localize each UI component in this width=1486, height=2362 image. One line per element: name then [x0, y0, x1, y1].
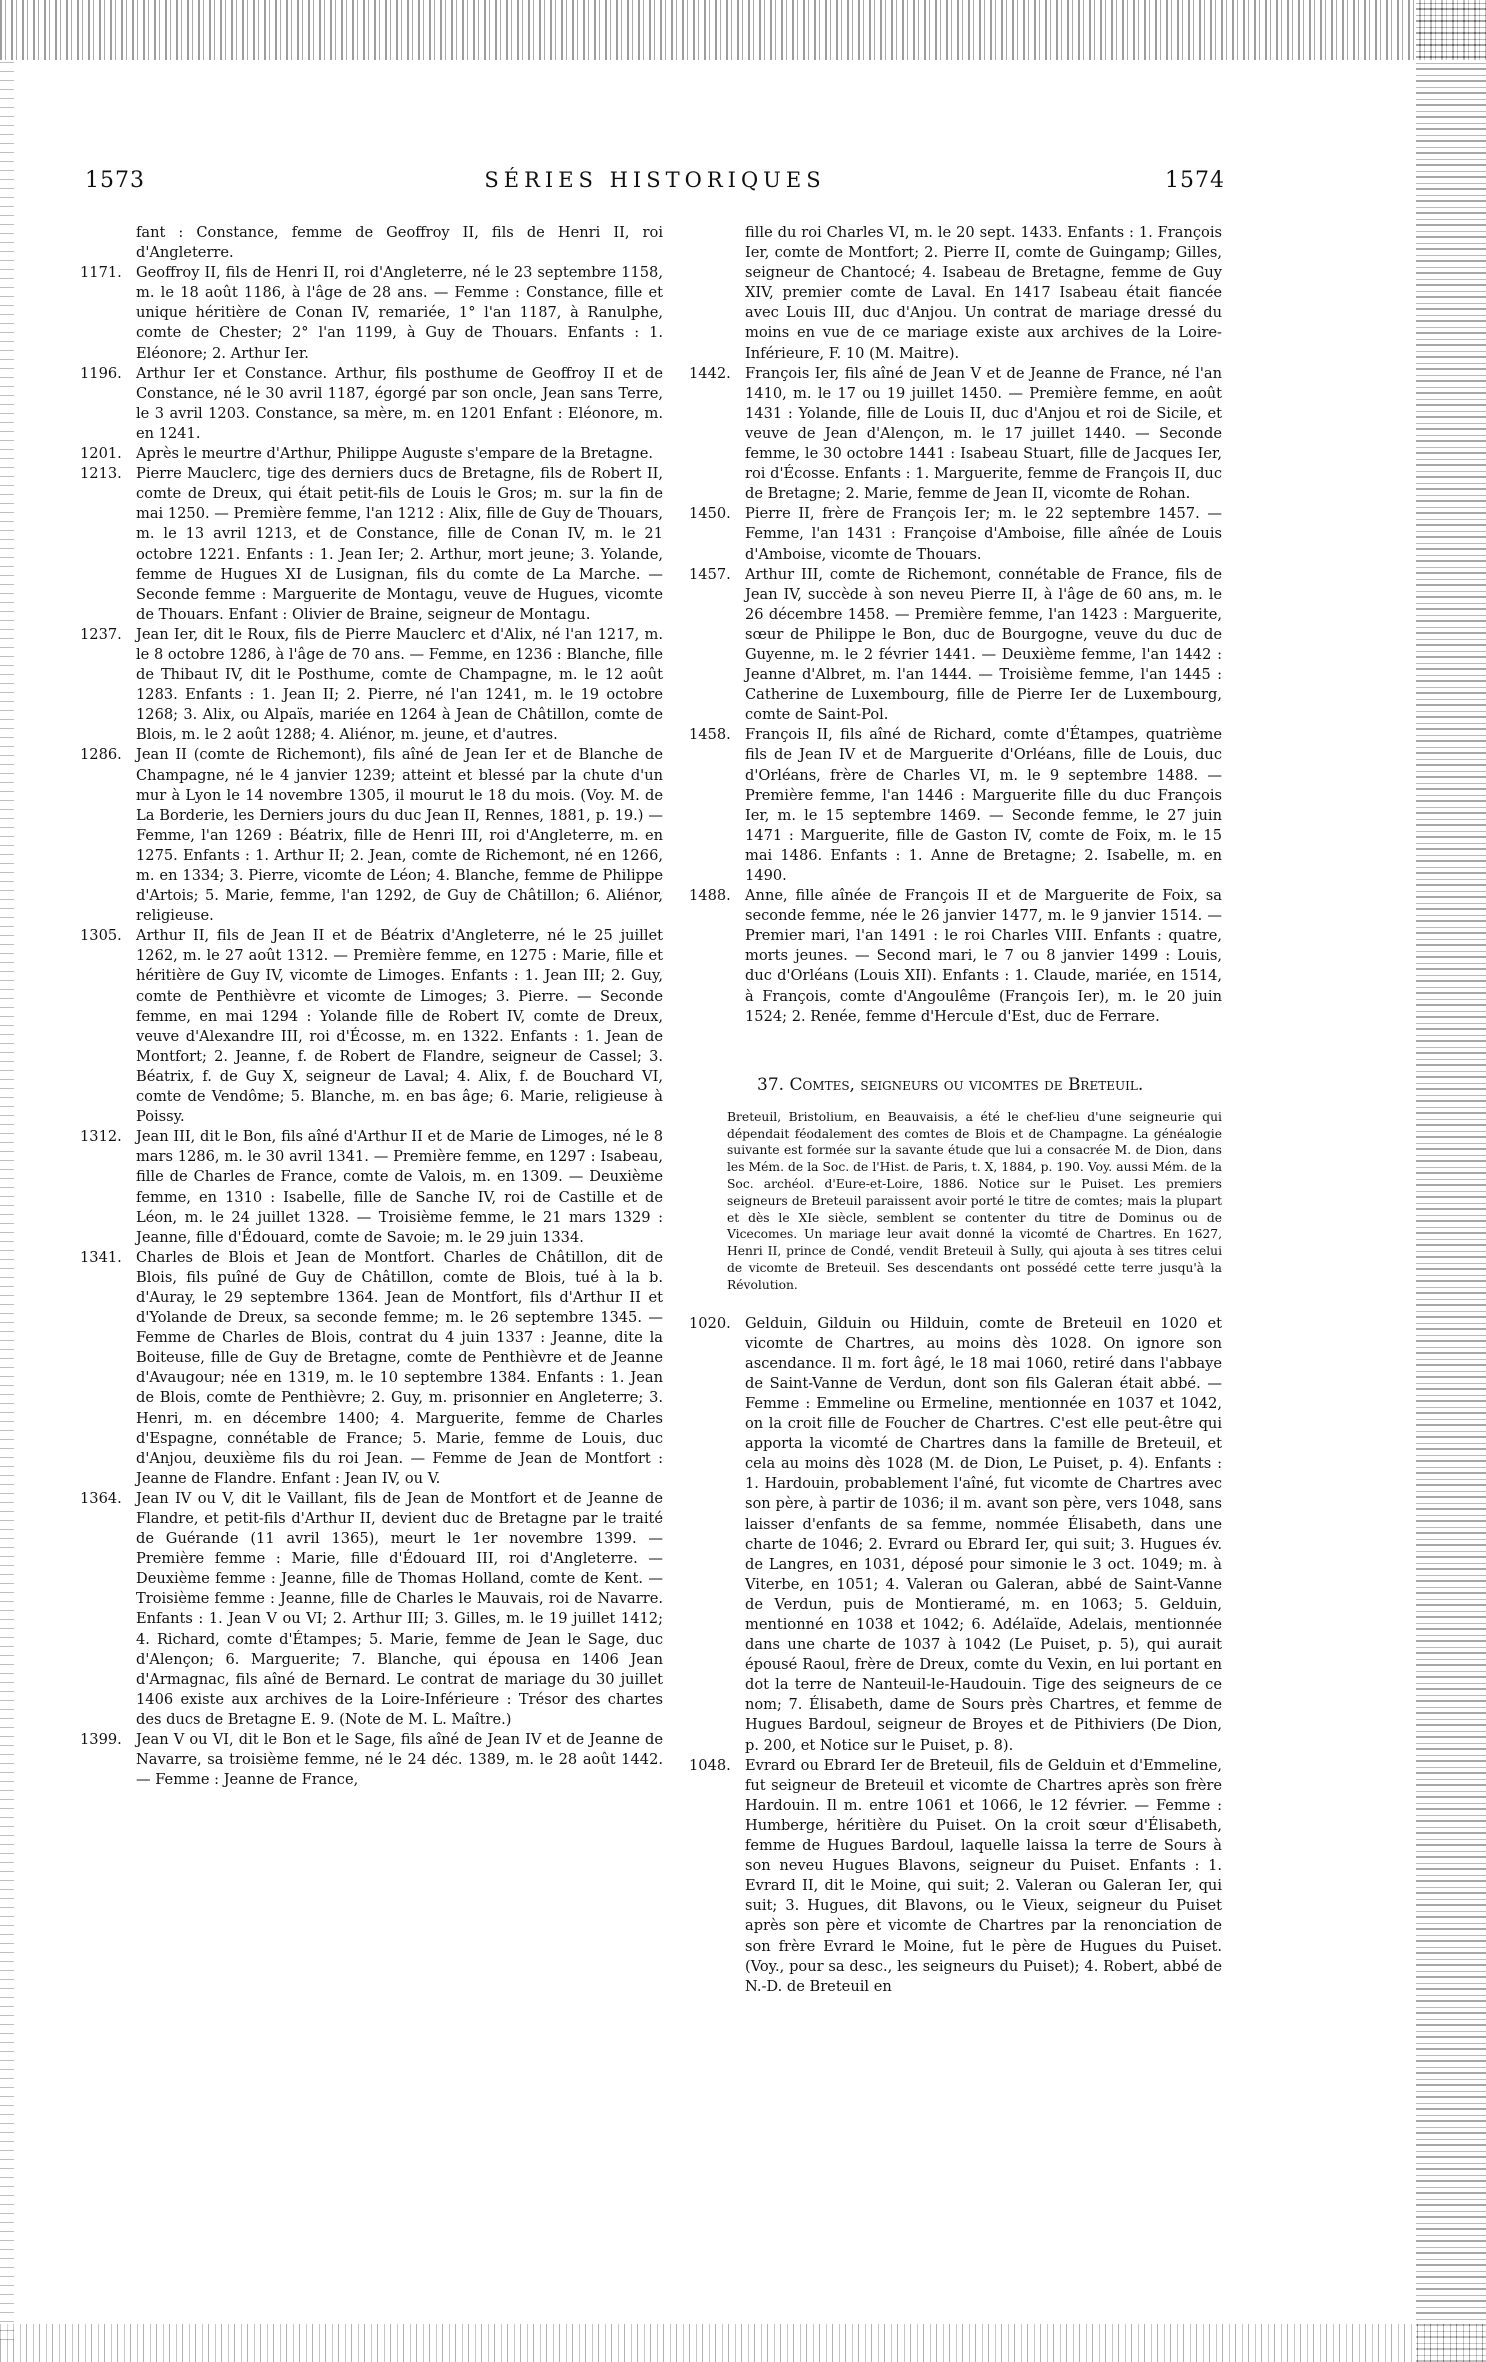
entry-year: 1312.: [80, 1128, 122, 1146]
genealogy-entry: [689, 886, 1222, 1027]
left-column: [80, 223, 663, 1790]
genealogy-entry: [80, 1730, 663, 1790]
entry-text: Geoffroy II, fils de Henri II, roi d'Angleterre, né le 23 septembre 1158, m. le 18 août 1186, à l'âge de 28 ans. — Femme : Constance, fille et unique héritière de Conan IV, remariée, 1° l'an 1187, à Ranulphe, comte de Chester; 2° l'an 1199, à Guy de Thouars. Enfants : 1. Eléonore; 2. Arthur Ier.: [136, 264, 663, 362]
entry-text: Jean Ier, dit le Roux, fils de Pierre Mauclerc et d'Alix, né l'an 1217, m. le 8 octobre 1286, à l'âge de 70 ans. — Femme, en 1236 : Blanche, fille de Thibaut IV, dit le Posthume, comte de Champagne, m. le 12 août 1283. Enfants : 1. Jean II; 2. Pierre, né l'an 1241, m. le 19 octobre 1268; 3. Alix, ou Alpaïs, mariée en 1264 à Jean de Châtillon, comte de Blois, m. le 2 août 1288; 4. Aliénor, m. jeune, et d'autres.: [136, 625, 663, 744]
entry-text: Gelduin, Gilduin ou Hilduin, comte de Breteuil en 1020 et vicomte de Chartres, au moins dès 1028. On ignore son ascendance. Il m. fort âgé, le 18 mai 1060, retiré dans l'abbaye de Saint-Vanne de Verdun, dont son fils Galeran était abbé. — Femme : Emmeline ou Ermeline, mentionnée en 1037 et 1042, on la croit fille de Foucher de Chartres. C'est elle peut-être qui apporta la vicomté de Chartres dans la famille de Breteuil, et cela au moins dès 1028 (M. de Dion, Le Puiset, p. 4). Enfants : 1. Hardouin, probablement l'aîné, fut vicomte de Chartres avec son père, à partir de 1036; il m. avant son père, vers 1048, sans laisser d'enfants de sa femme, nommée Élisabeth, dans une charte de 1046; 2. Evrard ou Ebrard Ier, qui suit; 3. Hugues év. de Langres, en 1031, déposé pour simonie le 3 oct. 1049; m. à Viterbe, en 1051; 4. Valeran ou Galeran, abbé de Saint-Vanne de Verdun, puis de Montieramé, m. en 1063; 5. Gelduin, mentionné en 1038 et 1042; 6. Adélaïde, Adelais, mentionnée dans une charte de 1037 à 1042 (Le Puiset, p. 5), qui aurait épousé Raoul, frère de Dreux, comte du Vexin, en lui portant en dot la terre de Nanteuil-le-Haudouin. Tige des seigneurs de ce nom; 7. Élisabeth, dame de Sours près Chartres, et femme de Hugues Bardoul, seigneur de Broyes et de Pithiviers (De Dion, p. 200, et Notice sur le Puiset, p. 8).: [745, 1314, 1222, 1754]
genealogy-entry: [80, 444, 663, 464]
entry-text: Après le meurtre d'Arthur, Philippe Auguste s'empare de la Bretagne.: [136, 445, 654, 463]
continuation-text: fant : Constance, femme de Geoffroy II, fils de Henri II, roi d'Angleterre.: [136, 224, 663, 262]
genealogy-entry: [80, 926, 663, 1127]
entry-year: 1450.: [689, 505, 731, 523]
genealogy-entry: [689, 504, 1222, 564]
genealogy-entry: [689, 725, 1222, 886]
genealogy-entry: [689, 1314, 1222, 1756]
entry-year: 1488.: [689, 887, 731, 905]
scan-noise-left: [0, 60, 14, 2340]
entry-text: Arthur Ier et Constance. Arthur, fils posthume de Geoffroy II et de Constance, né le 30 avril 1187, égorgé par son oncle, Jean sans Terre, le 3 avril 1203. Constance, sa mère, m. en 1201 Enfant : Eléonore, m. en 1241.: [136, 364, 663, 442]
genealogy-entry: [80, 1127, 663, 1248]
genealogy-entry: [80, 745, 663, 926]
page-number-left: 1573: [85, 168, 145, 193]
entry-year: 1020.: [689, 1314, 731, 1332]
entry-year: 1341.: [80, 1248, 122, 1266]
genealogy-entry: [80, 1248, 663, 1489]
entry-text: Anne, fille aînée de François II et de Marguerite de Foix, sa seconde femme, née le 26 janvier 1477, m. le 9 janvier 1514. — Premier mari, l'an 1491 : le roi Charles VIII. Enfants : quatre, morts jeunes. — Second mari, le 7 ou 8 janvier 1499 : Louis, duc d'Orléans (Louis XII). Enfants : 1. Claude, mariée, en 1514, à François, comte d'Angoulême (François Ier), m. le 20 juin 1524; 2. Renée, femme d'Hercule d'Est, duc de Ferrare.: [745, 887, 1222, 1025]
entry-year: 1201.: [80, 445, 122, 463]
page-number-right: 1574: [1165, 168, 1225, 193]
entry-text: Jean III, dit le Bon, fils aîné d'Arthur II et de Marie de Limoges, né le 8 mars 1286, m. le 30 avril 1341. — Première femme, en 1297 : Isabeau, fille de Charles de France, comte de Valois, m. en 1309. — Deuxième femme, en 1310 : Isabelle, fille de Sanche IV, roi de Castille et de Léon, m. le 24 juillet 1328. — Troisième femme, le 21 mars 1329 : Jeanne, fille d'Édouard, comte de Savoie; m. le 29 juin 1334.: [136, 1128, 663, 1246]
entry-text: Evrard ou Ebrard Ier de Breteuil, fils de Gelduin et d'Emmeline, fut seigneur de Breteuil et vicomte de Chartres après son frère Hardouin. Il m. entre 1061 et 1066, le 12 février. — Femme : Humberge, héritière du Puiset. On la croit sœur d'Élisabeth, femme de Hugues Bardoul, laquelle laissa la terre de Sours à son neveu Hugues Blavons, seigneur du Puiset. Enfants : 1. Evrard II, dit le Moine, qui suit; 2. Valeran ou Galeran Ier, qui suit; 3. Hugues, dit Blavons, ou le Vieux, seigneur du Puiset après son père et vicomte de Chartres par la renonciation de son frère Evrard le Moine, fut le père de Hugues du Puiset. (Voy., pour sa desc., les seigneurs du Puiset); 4. Robert, abbé de N.-D. de Breteuil en: [745, 1756, 1222, 1995]
scan-noise-top: [0, 0, 1486, 60]
genealogy-entry: [80, 625, 663, 746]
right-entries: [689, 364, 1222, 1027]
entry-year: 1196.: [80, 364, 122, 382]
genealogy-entry: [80, 1489, 663, 1730]
scan-noise-bottom: [0, 2324, 1486, 2362]
entry-year: 1305.: [80, 927, 122, 945]
entry-text: Jean IV ou V, dit le Vaillant, fils de Jean de Montfort et de Jeanne de Flandre, et petit-fils d'Arthur II, devient duc de Bretagne par le traité de Guérande (11 avril 1365), meurt le 1er novembre 1399. — Première femme : Marie, fille d'Édouard III, roi d'Angleterre. — Deuxième femme : Jeanne, fille de Thomas Holland, comte de Kent. — Troisième femme : Jeanne, fille de Charles le Mauvais, roi de Navarre. Enfants : 1. Jean V ou VI; 2. Arthur III; 3. Gilles, m. le 19 juillet 1412; 4. Richard, comte d'Étampes; 5. Marie, femme de Jean le Sage, duc d'Alençon; 6. Marguerite; 7. Blanche, qui épousa en 1406 Jean d'Armagnac, fils aîné de Bernard. Le contrat de mariage du 30 juillet 1406 existe aux archives de la Loire-Inférieure : Trésor des chartes des ducs de Bretagne E. 9. (Note de M. L. Maître.): [136, 1489, 663, 1728]
entry-text: Jean V ou VI, dit le Bon et le Sage, fils aîné de Jean IV et de Jeanne de Navarre, sa troisième femme, né le 24 déc. 1389, m. le 28 août 1442. — Femme : Jeanne de France,: [136, 1731, 663, 1789]
entry-year: 1442.: [689, 364, 731, 382]
entry-text: François II, fils aîné de Richard, comte d'Étampes, quatrième fils de Jean IV et de Marguerite d'Orléans, fille de Louis, duc d'Orléans, frère de Charles VI, m. le 9 septembre 1488. — Première femme, l'an 1446 : Marguerite fille du duc François Ier, m. le 15 septembre 1469. — Seconde femme, le 27 juin 1471 : Marguerite, fille de Gaston IV, comte de Foix, m. le 15 mai 1486. Enfants : 1. Anne de Bretagne; 2. Isabelle, m. en 1490.: [745, 726, 1222, 884]
entry-text: François Ier, fils aîné de Jean V et de Jeanne de France, né l'an 1410, m. le 17 ou 19 juillet 1450. — Première femme, en août 1431 : Yolande, fille de Louis II, duc d'Anjou et roi de Sicile, et veuve de Jean d'Alençon, m. le 17 juillet 1440. — Seconde femme, le 30 octobre 1441 : Isabeau Stuart, fille de Jacques Ier, roi d'Écosse. Enfants : 1. Marguerite, femme de François II, duc de Bretagne; 2. Marie, femme de Jean II, vicomte de Rohan.: [745, 364, 1222, 503]
section-intro: Breteuil, Bristolium, en Beauvaisis, a été le chef-lieu d'une seigneurie qui dépendait féodalement des comtes de Blois et de Champagne. La généalogie suivante est formée sur la savante étude que lui a consacrée M. de Dion, dans les Mém. de la Soc. de l'Hist. de Paris, t. X, 1884, p. 190. Voy. aussi Mém. de la Soc. archéol. d'Eure-et-Loire, 1886. Notice sur le Puiset. Les premiers seigneurs de Breteuil paraissent avoir porté le titre de comtes; mais la plupart et dès le XIe siècle, semblent se contenter du titre de Dominus ou de Vicecomes. Un mariage leur avait donné la vicomté de Chartres. En 1627, Henri II, prince de Condé, vendit Breteuil à Sully, qui ajouta à ses titres celui de vicomte de Breteuil. Ses descendants ont possédé cette terre jusqu'à la Révolution.: [727, 1109, 1222, 1292]
genealogy-entry: [689, 1756, 1222, 1997]
section-entries: [689, 1314, 1222, 1997]
genealogy-entry: [689, 565, 1222, 726]
entry-text: Arthur III, comte de Richemont, connétable de France, fils de Jean IV, succède à son neveu Pierre II, à l'âge de 60 ans, m. le 26 décembre 1458. — Première femme, l'an 1423 : Marguerite, sœur de Philippe le Bon, duc de Bourgogne, veuve du duc de Guyenne, m. le 2 février 1441. — Deuxième femme, l'an 1442 : Jeanne d'Albret, m. l'an 1444. — Troisième femme, l'an 1445 : Catherine de Luxembourg, fille de Pierre Ier de Luxembourg, comte de Saint-Pol.: [745, 565, 1222, 724]
continuation-text: fille du roi Charles VI, m. le 20 sept. 1433. Enfants : 1. François Ier, comte de Montfort; 2. Pierre II, comte de Guingamp; Gilles, seigneur de Chantocé; 4. Isabeau de Bretagne, femme de Guy XIV, premier comte de Laval. En 1417 Isabeau était fiancée avec Louis III, duc d'Anjou. Un contrat de mariage dressé du moins en vue de ce mariage existe aux archives de la Loire-Inférieure, F. 10 (M. Maitre).: [745, 224, 1222, 362]
entry-text: Jean II (comte de Richemont), fils aîné de Jean Ier et de Blanche de Champagne, né le 4 janvier 1239; atteint et blessé par la chute d'un mur à Lyon le 14 novembre 1305, il mourut le 18 du mois. (Voy. M. de La Borderie, les Derniers jours du duc Jean II, Rennes, 1881, p. 19.) — Femme, l'an 1269 : Béatrix, fille de Henri III, roi d'Angleterre, m. en 1275. Enfants : 1. Arthur II; 2. Jean, comte de Richemont, né en 1266, m. en 1334; 3. Pierre, vicomte de Léon; 4. Blanche, femme de Philippe d'Artois; 5. Marie, femme, l'an 1292, de Guy de Châtillon; 6. Aliénor, religieuse.: [136, 746, 663, 925]
entry-year: 1171.: [80, 264, 122, 282]
entry-text: Charles de Blois et Jean de Montfort. Charles de Châtillon, dit de Blois, fils puîné de Guy de Châtillon, comte de Blois, tué à la b. d'Auray, le 29 septembre 1364. Jean de Montfort, fils d'Arthur II et d'Yolande de Dreux, sa seconde femme; m. le 26 septembre 1345. — Femme de Charles de Blois, contrat du 4 juin 1337 : Jeanne, dite la Boiteuse, fille de Guy de Bretagne, comte de Penthièvre et de Jeanne d'Avaugour; née en 1319, m. le 10 septembre 1384. Enfants : 1. Jean de Blois, comte de Penthièvre; 2. Guy, m. prisonnier en Angleterre; 3. Henri, m. en décembre 1400; 4. Marguerite, femme de Charles d'Espagne, connétable de France; 5. Marie, femme de Louis, duc d'Anjou, deuxième fils du roi Jean. — Femme de Jean de Montfort : Jeanne de Flandre. Enfant : Jean IV, ou V.: [136, 1248, 663, 1487]
entry-year: 1237.: [80, 625, 122, 643]
entry-year: 1399.: [80, 1731, 122, 1749]
entry-year: 1286.: [80, 746, 122, 764]
running-title: SÉRIES HISTORIQUES: [484, 168, 826, 192]
entry-text: Pierre Mauclerc, tige des derniers ducs de Bretagne, fils de Robert II, comte de Dreux, qui était petit-fils de Louis le Gros; m. sur la fin de mai 1250. — Première femme, l'an 1212 : Alix, fille de Guy de Thouars, m. le 13 avril 1213, et de Constance, fille de Conan IV, m. le 21 octobre 1221. Enfants : 1. Jean Ier; 2. Arthur, mort jeune; 3. Yolande, femme de Hugues XI de Lusignan, fils du comte de La Marche. — Seconde femme : Marguerite de Montagu, veuve de Hugues, vicomte de Thouars. Enfant : Olivier de Braine, seigneur de Montagu.: [136, 465, 663, 623]
right-column: [689, 223, 1222, 1997]
entry-year: 1458.: [689, 726, 731, 744]
section-title: 37. Comtes, seigneurs ou vicomtes de Breteuil.: [757, 1074, 1144, 1095]
genealogy-entry: [80, 263, 663, 363]
left-entries: [80, 263, 663, 1790]
entry-text: Pierre II, frère de François Ier; m. le 22 septembre 1457. — Femme, l'an 1431 : Françoise d'Amboise, fille aînée de Louis d'Amboise, vicomte de Thouars.: [745, 505, 1222, 563]
page-header: [85, 168, 1225, 198]
genealogy-entry: [80, 364, 663, 444]
entry-year: 1457.: [689, 565, 731, 583]
genealogy-entry: [80, 464, 663, 625]
entry-text: Arthur II, fils de Jean II et de Béatrix d'Angleterre, né le 25 juillet 1262, m. le 27 août 1312. — Première femme, en 1275 : Marie, fille et héritière de Guy IV, vicomte de Limoges. Enfants : 1. Jean III; 2. Guy, comte de Penthièvre et vicomte de Limoges; 3. Pierre. — Seconde femme, en mai 1294 : Yolande fille de Robert IV, comte de Dreux, veuve d'Alexandre III, roi d'Écosse, m. en 1322. Enfants : 1. Jean de Montfort; 2. Jeanne, f. de Robert de Flandre, seigneur de Cassel; 3. Béatrix, f. de Guy X, seigneur de Laval; 4. Alix, f. de Bouchard VI, comte de Vendôme; 5. Blanche, m. en bas âge; 6. Marie, religieuse à Poissy.: [136, 927, 663, 1126]
genealogy-entry: [689, 364, 1222, 505]
scan-noise-right: [1416, 0, 1486, 2362]
entry-year: 1364.: [80, 1489, 122, 1507]
entry-year: 1213.: [80, 465, 122, 483]
entry-year: 1048.: [689, 1756, 731, 1774]
